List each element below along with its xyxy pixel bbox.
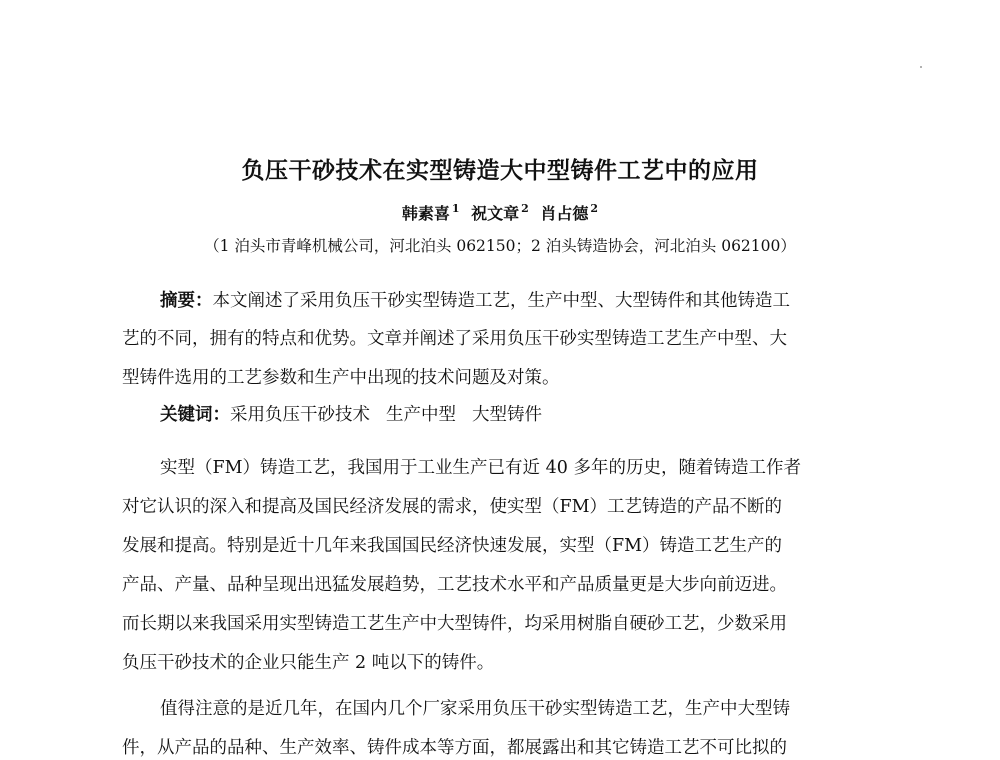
- abstract-line-2: 艺的不同，拥有的特点和优势。文章并阐述了采用负压干砂实型铸造工艺生产中型、大: [122, 329, 787, 349]
- author-affiliation-mark: 2: [590, 202, 599, 215]
- author-affiliation-mark: 2: [521, 202, 529, 215]
- keywords-label: 关键词：: [160, 405, 230, 425]
- body-p1-line-2: 对它认识的深入和提高及国民经济发展的需求，使实型（FM）工艺铸造的产品不断的: [122, 497, 783, 517]
- body-p1-line-5: 而长期以来我国采用实型铸造工艺生产中大型铸件，均采用树脂自硬砂工艺，少数采用: [122, 614, 787, 634]
- body-p1-line-3: 发展和提高。特别是近十几年来我国国民经济快速发展，实型（FM）铸造工艺生产的: [122, 536, 783, 556]
- body-p1-line-6: 负压干砂技术的企业只能生产 2 吨以下的铸件。: [122, 653, 495, 673]
- affiliation: （1 泊头市青峰机械公司，河北泊头 062150；2 泊头铸造协会，河北泊头 062100）: [204, 237, 796, 255]
- author-name: 祝文章: [471, 204, 520, 223]
- body-p2-line-2: 件，从产品的品种、生产效率、铸件成本等方面，都展露出和其它铸造工艺不可比拟的: [122, 738, 787, 758]
- author-3: [540, 204, 598, 223]
- author-affiliation-mark: 1: [451, 202, 460, 215]
- scan-speck: [920, 66, 922, 68]
- abstract-line-1: [160, 288, 882, 314]
- body-p2-line-1: 值得注意的是近几年，在国内几个厂家采用负压干砂实型铸造工艺，生产中大型铸: [160, 699, 790, 719]
- body-p1-line-4: 产品、产量、品种呈现出迅猛发展趋势，工艺技术水平和产品质量更是大步向前迈进。: [122, 575, 787, 595]
- paper-title: 负压干砂技术在实型铸造大中型铸件工艺中的应用: [241, 158, 759, 184]
- author-name: 肖占德: [540, 204, 589, 223]
- author-1: [402, 204, 460, 223]
- abstract-label: 摘要：: [160, 291, 213, 311]
- abstract-line-3: 型铸件选用的工艺参数和生产中出现的技术问题及对策。: [122, 368, 560, 388]
- author-list: [0, 202, 1000, 226]
- author-name: 韩素喜: [401, 204, 450, 223]
- keywords-line: [160, 402, 882, 428]
- keyword-item: 生产中型: [386, 405, 456, 425]
- body-p1-line-1: 实型（FM）铸造工艺，我国用于工业生产已有近 40 多年的历史，随着铸造工作者: [160, 458, 801, 478]
- author-2: [471, 204, 529, 223]
- keyword-item: 采用负压干砂技术: [230, 405, 370, 425]
- keyword-item: 大型铸件: [472, 405, 542, 425]
- abstract-text: 本文阐述了采用负压干砂实型铸造工艺，生产中型、大型铸件和其他铸造工: [212, 291, 790, 311]
